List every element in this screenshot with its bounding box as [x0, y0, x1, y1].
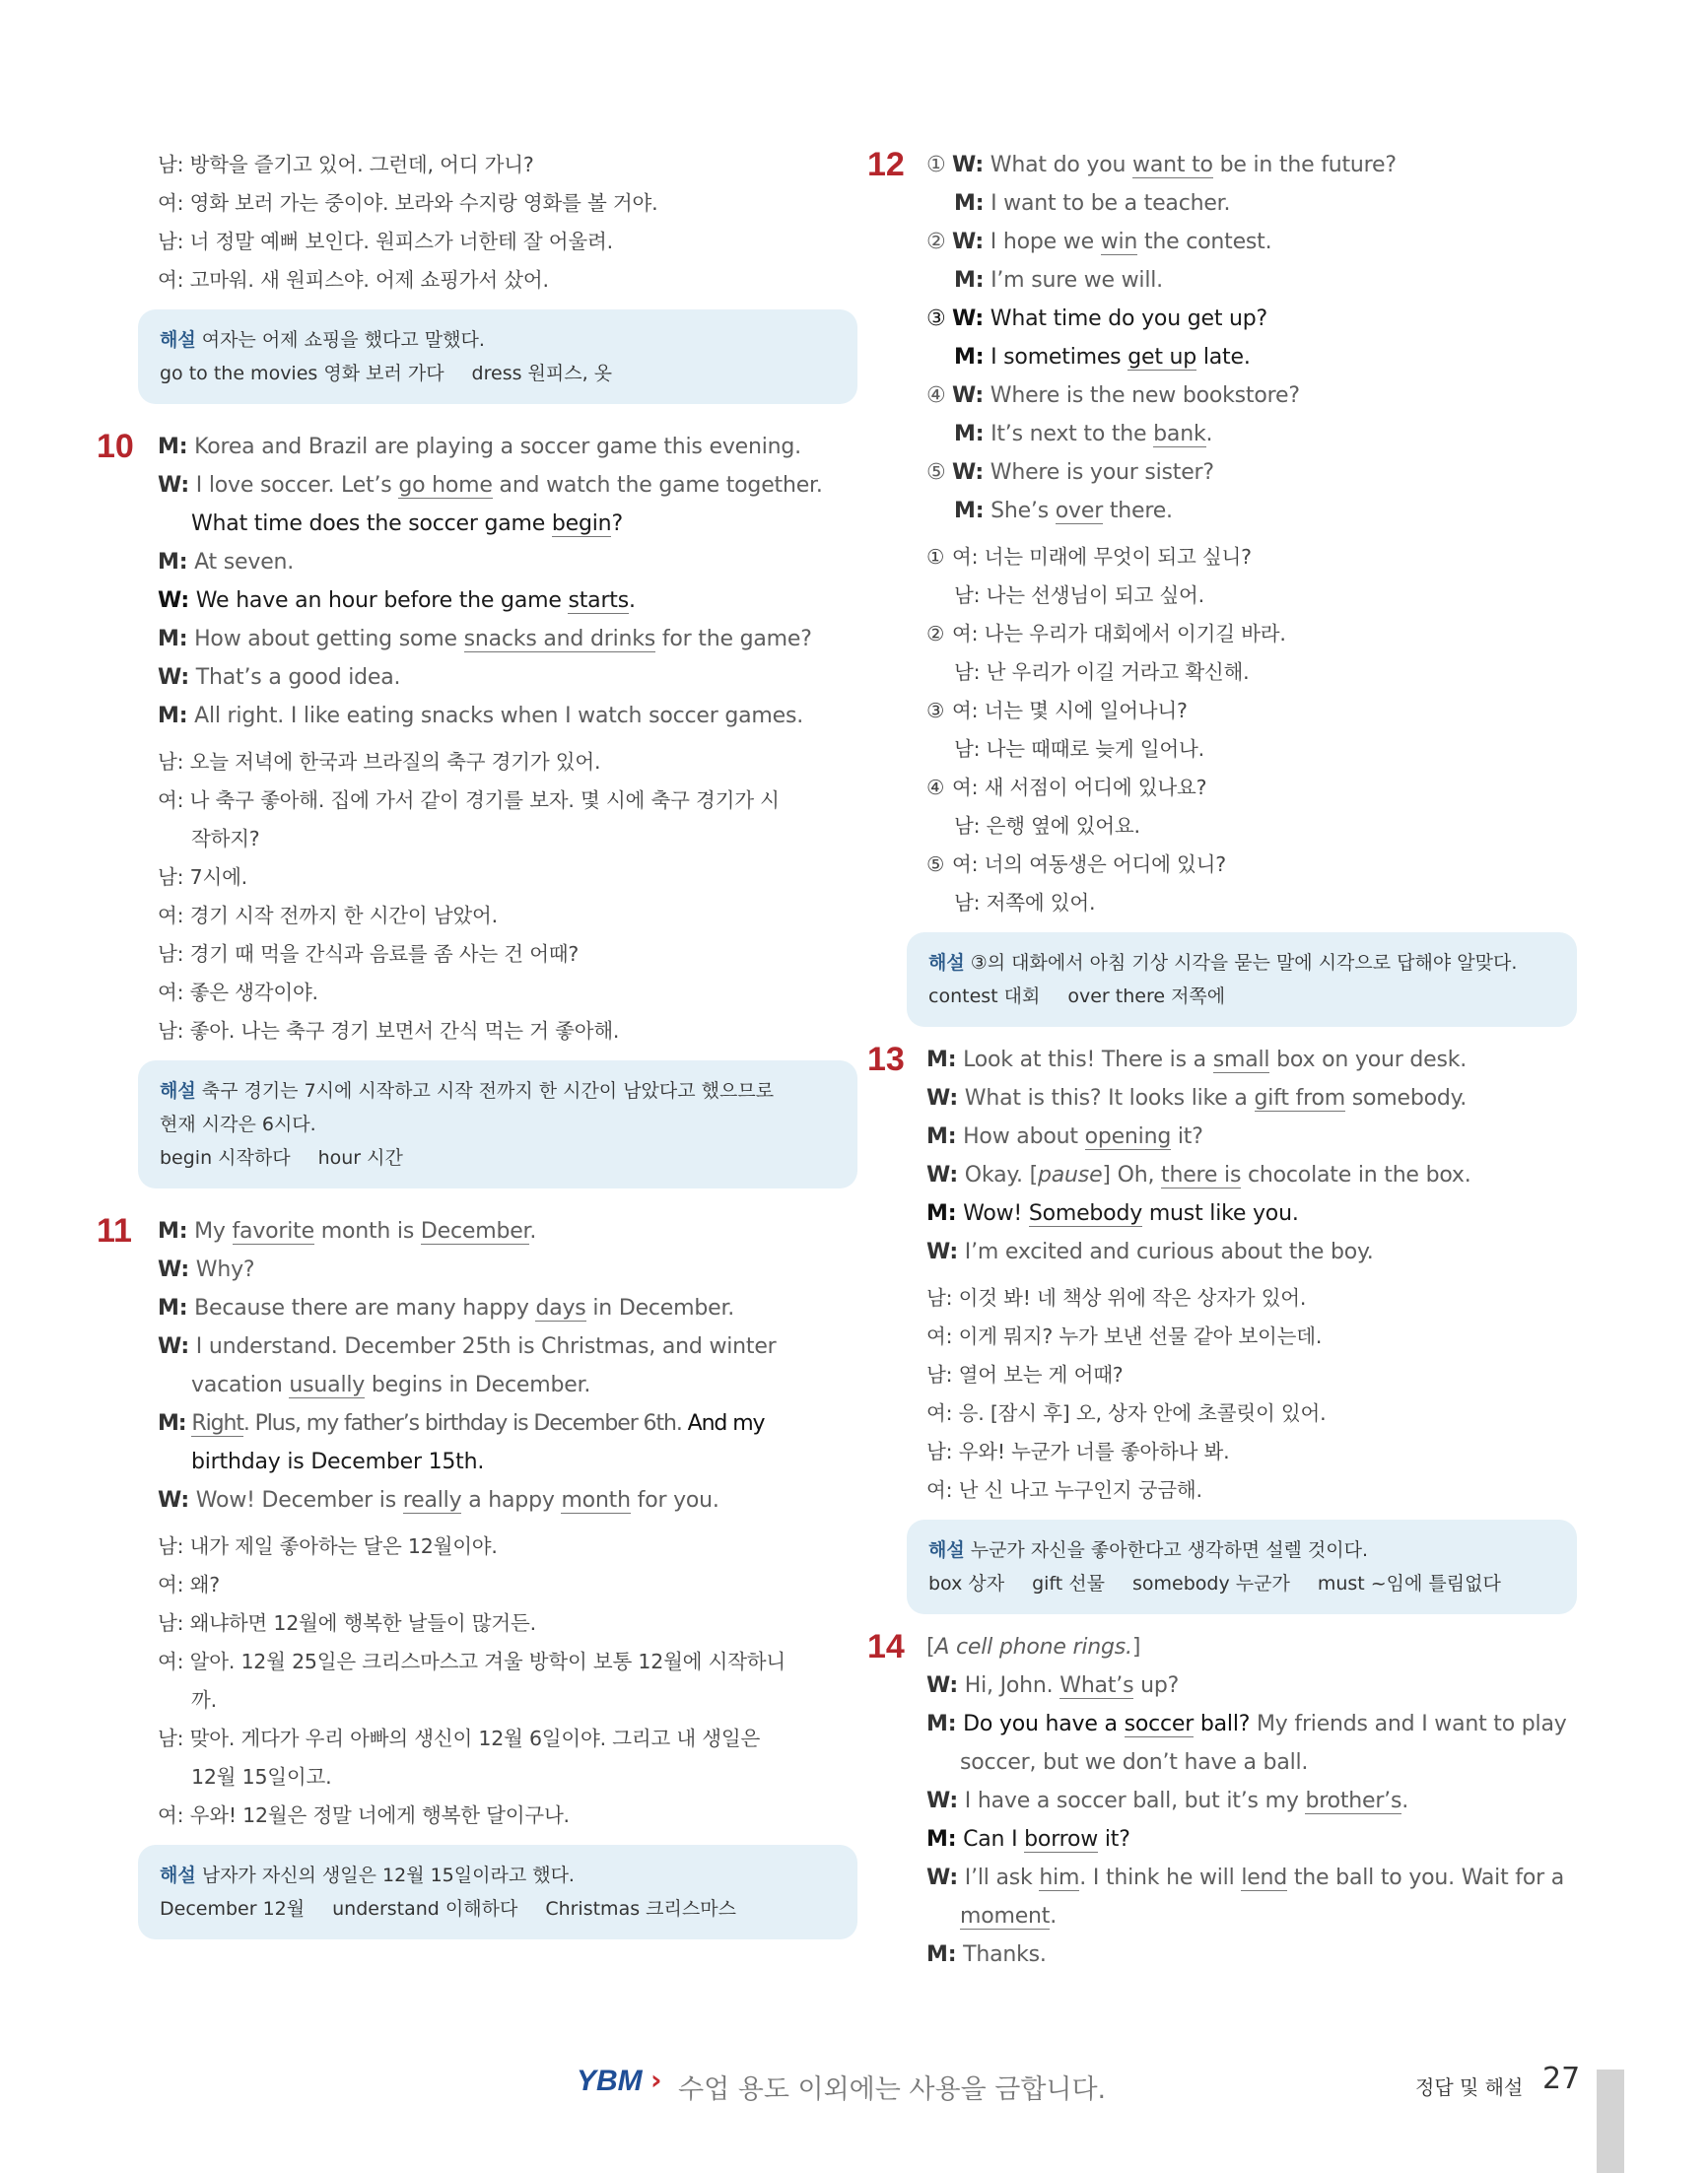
blank-answer: want to — [1132, 153, 1213, 177]
dialogue-line: M: Right. Plus, my father’s birthday is December 6th. And my — [158, 1411, 765, 1436]
explanation-text: 남자가 자신의 생일은 12월 15일이라고 했다. — [201, 1865, 575, 1886]
question-number: 10 — [97, 428, 134, 465]
section-title: 정답 및 해설 — [1415, 2075, 1524, 2099]
korean-line: 여: 나 축구 좋아해. 집에 가서 같이 경기를 보자. 몇 시에 축구 경기가 시 — [158, 788, 780, 812]
korean-line: 12월 15일이고. — [191, 1765, 332, 1789]
korean-line: 남: 7시에. — [158, 865, 247, 889]
right-column — [867, 146, 1577, 1974]
dialogue-line: M: How about opening it? — [926, 1124, 1203, 1149]
korean-line: 남: 경기 때 먹을 간식과 음료를 좀 사는 건 어때? — [158, 942, 580, 966]
vocab-item: must ~임에 틀림없다 — [1317, 1573, 1501, 1595]
ybm-logo: YBM — [577, 2065, 643, 2097]
dialogue-line: M: Do you have a soccer ball? My friends and I want to play — [926, 1712, 1567, 1736]
q14-section — [867, 1628, 1577, 1974]
question-number: 14 — [867, 1628, 905, 1665]
korean-line: 남: 오늘 저녁에 한국과 브라질의 축구 경기가 있어. — [158, 750, 601, 774]
korean-line: 남: 너 정말 예뻐 보인다. 원피스가 너한테 잘 어울려. — [158, 230, 613, 253]
blank-answer: over — [1055, 499, 1104, 523]
explanation-text: 여자는 어제 쇼핑을 했다고 말했다. — [201, 329, 485, 351]
vocab-item: Christmas 크리스마스 — [545, 1898, 736, 1920]
dialogue-line: W: We have an hour before the game starts. — [158, 588, 636, 613]
dialogue-line: moment. — [960, 1904, 1058, 1929]
blank-answer: there is — [1161, 1163, 1242, 1188]
explanation-label: 해설 — [928, 1539, 965, 1561]
usage-notice: 수업 용도 이외에는 사용을 금합니다. — [678, 2074, 1107, 2105]
vocab-item: over there 저쪽에 — [1067, 985, 1226, 1007]
dialogue-line: M: She’s over there. — [954, 499, 1173, 523]
vocab-item: hour 시간 — [317, 1147, 403, 1169]
korean-line: 여: 좋은 생각이야. — [158, 981, 318, 1004]
page-number: 27 — [1542, 2062, 1581, 2096]
blank-answer: win — [1100, 230, 1138, 254]
dialogue-line: M: How about getting some snacks and drinks for the game? — [158, 627, 812, 651]
korean-line: 남: 우와! 누군가 너를 좋아하나 봐. — [926, 1440, 1230, 1463]
korean-line: 여: 고마워. 새 원피스야. 어제 쇼핑가서 샀어. — [158, 268, 549, 292]
explanation-label: 해설 — [928, 952, 965, 974]
explanation-text: 누군가 자신을 좋아한다고 생각하면 설렐 것이다. — [970, 1539, 1369, 1561]
dialogue-line: M: Korea and Brazil are playing a soccer game this evening. — [158, 435, 801, 459]
dialogue-line: M: All right. I like eating snacks when I watch soccer games. — [158, 704, 804, 728]
q13-section — [867, 1041, 1577, 1614]
korean-line: 여: 응. [잠시 후] 오, 상자 안에 초콜릿이 있어. — [926, 1401, 1327, 1425]
explanation-box — [907, 1520, 1577, 1614]
korean-line: ⑤ 여: 너의 여동생은 어디에 있니? — [926, 852, 1226, 876]
vocab-item: somebody 누군가 — [1132, 1573, 1290, 1595]
explanation-label: 해설 — [160, 329, 196, 351]
blank-answer: soccer — [1124, 1712, 1195, 1736]
chevron-right-icon: › — [650, 2064, 662, 2096]
dialogue-line: W: I have a soccer ball, but it’s my brother’s. — [926, 1789, 1409, 1813]
korean-line: 여: 난 신 나고 누구인지 궁금해. — [926, 1478, 1202, 1502]
blank-answer: get up — [1127, 345, 1197, 370]
dialogue-line: ⑤ W: Where is your sister? — [926, 460, 1214, 485]
dialogue-line: W: I understand. December 25th is Christmas, and winter — [158, 1334, 777, 1359]
side-tab — [1597, 2070, 1624, 2173]
dialogue-line: W: Hi, John. What’s up? — [926, 1673, 1180, 1698]
explanation-text: 현재 시각은 6시다. — [160, 1114, 316, 1135]
blank-answer: moment — [960, 1904, 1051, 1929]
blank-answer: Somebody — [1028, 1201, 1143, 1226]
korean-line: 남: 방학을 즐기고 있어. 그런데, 어디 가니? — [158, 153, 534, 176]
korean-line: ③ 여: 너는 몇 시에 일어나니? — [926, 699, 1188, 722]
blank-answer: brother’s — [1305, 1789, 1402, 1813]
blank-answer: month — [561, 1488, 631, 1513]
korean-line: 남: 나는 때때로 늦게 일어나. — [954, 737, 1204, 761]
dialogue-line: ③ W: What time do you get up? — [926, 306, 1268, 331]
korean-line: 남: 나는 선생님이 되고 싶어. — [954, 583, 1204, 607]
dialogue-line: M: Wow! Somebody must like you. — [926, 1201, 1299, 1226]
dialogue-line: W: I’m excited and curious about the boy. — [926, 1240, 1374, 1264]
korean-line: 남: 열어 보는 게 어때? — [926, 1363, 1124, 1387]
blank-answer: go home — [398, 473, 493, 498]
explanation-box — [138, 1060, 857, 1188]
dialogue-line: soccer, but we don’t have a ball. — [960, 1750, 1309, 1775]
vocab-item: dress 원피스, 옷 — [471, 363, 613, 384]
blank-answer: usually — [289, 1373, 366, 1397]
korean-line: 여: 영화 보러 가는 중이야. 보라와 수지랑 영화를 볼 거야. — [158, 191, 658, 215]
blank-answer: gift from — [1254, 1086, 1345, 1111]
q9-section — [158, 146, 857, 404]
dialogue-line: M: Can I borrow it? — [926, 1827, 1130, 1852]
dialogue-line: [A cell phone rings.] — [926, 1635, 1141, 1660]
dialogue-line: M: Look at this! There is a small box on your desk. — [926, 1048, 1468, 1072]
left-column — [97, 146, 857, 1939]
vocab-item: understand 이해하다 — [332, 1898, 518, 1920]
explanation-box — [138, 1845, 857, 1939]
explanation-box — [138, 309, 857, 404]
explanation-box — [907, 932, 1577, 1027]
dialogue-line: M: I sometimes get up late. — [954, 345, 1251, 370]
korean-line: 작하지? — [191, 827, 260, 850]
korean-line: 남: 내가 제일 좋아하는 달은 12월이야. — [158, 1534, 498, 1558]
q11-section — [97, 1212, 857, 1939]
korean-line: 여: 경기 시작 전까지 한 시간이 남았어. — [158, 904, 498, 927]
vocab-item: December 12월 — [160, 1898, 306, 1920]
blank-answer: bank — [1153, 422, 1206, 446]
explanation-label: 해설 — [160, 1080, 196, 1102]
blank-answer: begin — [551, 511, 612, 536]
q12-section — [867, 146, 1577, 1027]
dialogue-line: M: Thanks. — [926, 1942, 1047, 1967]
korean-line: ② 여: 나는 우리가 대회에서 이기길 바라. — [926, 622, 1286, 645]
dialogue-line: W: Wow! December is really a happy month for you. — [158, 1488, 719, 1513]
question-number: 12 — [867, 146, 905, 183]
blank-answer: him — [1039, 1866, 1080, 1890]
korean-line: 남: 왜냐하면 12월에 행복한 날들이 많거든. — [158, 1611, 536, 1635]
vocab-item: begin 시작하다 — [160, 1147, 291, 1169]
dialogue-line: ④ W: Where is the new bookstore? — [926, 383, 1300, 408]
dialogue-line: W: I’ll ask him. I think he will lend the ball to you. Wait for a — [926, 1866, 1565, 1890]
explanation-text: ③의 대화에서 아침 기상 시각을 묻는 말에 시각으로 답해야 알맞다. — [970, 952, 1518, 974]
blank-answer: December — [420, 1219, 530, 1244]
korean-line: 여: 알아. 12월 25일은 크리스마스고 겨울 방학이 보통 12월에 시작하니 — [158, 1650, 786, 1673]
korean-line: 까. — [191, 1688, 217, 1712]
korean-line: 여: 왜? — [158, 1573, 220, 1596]
dialogue-line: M: At seven. — [158, 550, 295, 575]
blank-answer: days — [535, 1296, 586, 1321]
korean-line: 여: 우와! 12월은 정말 너에게 행복한 달이구나. — [158, 1803, 570, 1827]
dialogue-line: ② W: I hope we win the contest. — [926, 230, 1272, 254]
dialogue-line: M: My favorite month is December. — [158, 1219, 537, 1244]
korean-line: 여: 이게 뭐지? 누가 보낸 선물 같아 보이는데. — [926, 1324, 1323, 1348]
question-number: 11 — [97, 1212, 132, 1250]
dialogue-line: What time does the soccer game begin? — [191, 511, 623, 536]
blank-answer: snacks and drinks — [463, 627, 656, 651]
q10-section — [97, 428, 857, 1188]
dialogue-line: W: What is this? It looks like a gift from somebody. — [926, 1086, 1468, 1111]
vocab-item: box 상자 — [928, 1573, 1005, 1595]
korean-line: 남: 저쪽에 있어. — [954, 891, 1096, 915]
blank-answer: Right — [191, 1411, 243, 1436]
explanation-text: 축구 경기는 7시에 시작하고 시작 전까지 한 시간이 남았다고 했으므로 — [201, 1080, 775, 1102]
dialogue-line: M: I’m sure we will. — [954, 268, 1163, 293]
blank-answer: What’s — [1059, 1673, 1134, 1698]
blank-answer: really — [402, 1488, 462, 1513]
dialogue-line: W: Okay. [pause] Oh, there is chocolate in the box. — [926, 1163, 1471, 1188]
vocab-item: gift 선물 — [1032, 1573, 1105, 1595]
dialogue-line: W: Why? — [158, 1257, 255, 1282]
korean-line: 남: 맞아. 게다가 우리 아빠의 생신이 12월 6일이야. 그리고 내 생일은 — [158, 1727, 761, 1750]
blank-answer: borrow — [1024, 1827, 1099, 1852]
korean-line: ① 여: 너는 미래에 무엇이 되고 싶니? — [926, 545, 1252, 569]
dialogue-line: birthday is December 15th. — [191, 1450, 485, 1474]
dialogue-line: ① W: What do you want to be in the future? — [926, 153, 1397, 177]
korean-line: 남: 이것 봐! 네 책상 위에 작은 상자가 있어. — [926, 1286, 1307, 1310]
dialogue-line: M: It’s next to the bank. — [954, 422, 1213, 446]
blank-answer: opening — [1084, 1124, 1172, 1149]
dialogue-line: M: I want to be a teacher. — [954, 191, 1231, 216]
korean-line: ④ 여: 새 서점이 어디에 있나요? — [926, 776, 1207, 799]
dialogue-line: vacation usually begins in December. — [191, 1373, 591, 1397]
vocab-item: contest 대회 — [928, 985, 1041, 1007]
explanation-label: 해설 — [160, 1865, 196, 1886]
question-number: 13 — [867, 1041, 905, 1078]
dialogue-line: W: That’s a good idea. — [158, 665, 401, 690]
blank-answer: starts — [568, 588, 629, 613]
blank-answer: lend — [1241, 1866, 1288, 1890]
blank-answer: small — [1212, 1048, 1270, 1072]
vocab-item: go to the movies 영화 보러 가다 — [160, 363, 444, 384]
dialogue-line: W: I love soccer. Let’s go home and watch the game together. — [158, 473, 823, 498]
korean-line: 남: 난 우리가 이길 거라고 확신해. — [954, 660, 1250, 684]
dialogue-line: M: Because there are many happy days in December. — [158, 1296, 735, 1321]
blank-answer: favorite — [232, 1219, 314, 1244]
korean-line: 남: 은행 옆에 있어요. — [954, 814, 1140, 838]
korean-line: 남: 좋아. 나는 축구 경기 보면서 간식 먹는 거 좋아해. — [158, 1019, 620, 1043]
